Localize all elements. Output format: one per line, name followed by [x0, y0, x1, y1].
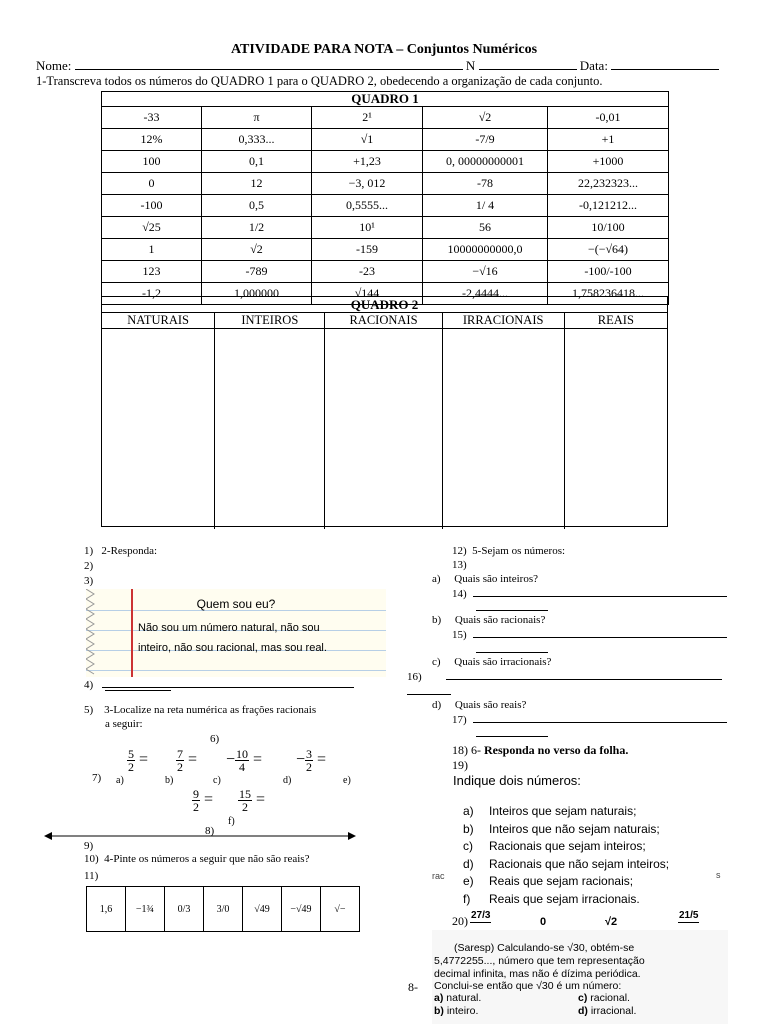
- item-9: 9): [84, 840, 94, 852]
- quadro-1-cell: -78: [423, 173, 548, 195]
- quadro-1-cell: π: [202, 107, 312, 129]
- indique-item: e) Reais que sejam racionais;: [463, 874, 634, 888]
- date-field[interactable]: [611, 58, 719, 70]
- quadro-1-cell: 1: [102, 239, 202, 261]
- frac-letter-a: a): [116, 775, 124, 786]
- quadro-1-cell: -33: [102, 107, 202, 129]
- question-3-line-1: 3-Localize na reta numérica as frações racionais: [104, 704, 317, 716]
- answer-line-17b[interactable]: [476, 736, 548, 737]
- saresp-option-a: a) natural.: [434, 992, 482, 1004]
- quadro-1-title: QUADRO 1: [102, 92, 669, 107]
- item-5: 5) 3-Localize na reta numérica as frações racionais: [84, 704, 317, 716]
- item-15: 15): [452, 628, 727, 641]
- quadro-1-row: [102, 195, 669, 217]
- quadro-1-cell: √2: [202, 239, 312, 261]
- quadro-1-cell: √25: [102, 217, 202, 239]
- quadro-2-answer-area: [102, 329, 667, 529]
- item-12: 12) 5-Sejam os números:: [452, 545, 566, 557]
- frac-letter-e: e): [343, 775, 351, 786]
- quadro-1-cell: +1: [548, 129, 669, 151]
- item-17: 17): [452, 713, 727, 726]
- q4-cell[interactable]: 3/0: [204, 887, 243, 932]
- item-18: 18) 6- Responda no verso da folha.: [452, 743, 629, 757]
- quadro-1-cell: √144: [312, 283, 423, 305]
- quadro-1-cell: -100: [102, 195, 202, 217]
- quadro-1-cell: -159: [312, 239, 423, 261]
- answer-cell-naturais[interactable]: [102, 329, 215, 529]
- question-5-label: 5-Sejam os números:: [472, 545, 566, 557]
- quadro-1-cell: 10¹: [312, 217, 423, 239]
- item-4: 4): [84, 678, 354, 691]
- quadro-1-cell: -1,2: [102, 283, 202, 305]
- q4-cell[interactable]: −√49: [282, 887, 321, 932]
- instruction-1: 1-Transcreva todos os números do QUADRO 1 para o QUADRO 2, obedecendo a organização de cada conjunto.: [36, 74, 603, 88]
- number-label: N: [465, 58, 476, 73]
- quadro-1-cell: -2,4444...: [423, 283, 548, 305]
- item-2: 2): [84, 560, 94, 572]
- answer-line-4b[interactable]: [105, 690, 171, 691]
- frac-letter-d: d): [283, 775, 292, 786]
- quadro-1-cell: 0,1: [202, 151, 312, 173]
- name-field[interactable]: [75, 58, 463, 70]
- saresp-option-c: c) racional.: [578, 992, 630, 1004]
- quadro-1-row: [102, 217, 669, 239]
- answer-line-14b[interactable]: [476, 610, 548, 611]
- q5-a: a) Quais são inteiros?: [432, 573, 538, 585]
- item-6: 6): [210, 733, 220, 745]
- item-13: 13): [452, 559, 467, 571]
- q20-values: 27/3 0 √2 21/5: [471, 910, 699, 928]
- quadro-1-cell: +1000: [548, 151, 669, 173]
- indique-heading: Indique dois números:: [453, 773, 581, 788]
- quadro-1-table: [101, 91, 669, 305]
- quadro-1-row: [102, 107, 669, 129]
- saresp-question: (Saresp) Calculando-se √30, obtém-se 5,4772255..., número que tem representação decimal infinita, mas não é dízima periódica. Conclui-se então que √30 é um número: a) natural. c) racional. b) inteiro. d) irracional.: [432, 930, 728, 1024]
- item-1: 1) 2-Responda:: [84, 545, 158, 557]
- q4-cell[interactable]: 1,6: [87, 887, 126, 932]
- quadro-1-cell: 0, 00000000001: [423, 151, 548, 173]
- card-title: Quem sou eu?: [196, 597, 276, 611]
- question-4-label: 4-Pinte os números a seguir que não são reais?: [104, 853, 310, 865]
- indique-item: c) Racionais que sejam inteiros;: [463, 839, 646, 853]
- q5-b: b) Quais são racionais?: [432, 614, 546, 626]
- question-2-label: 2-Responda:: [101, 545, 158, 557]
- fraction-a: $\frac{5}{2}$ =: [128, 747, 149, 774]
- worksheet-title: ATIVIDADE PARA NOTA – Conjuntos Numéricos: [230, 42, 538, 57]
- frac-letter-b: b): [165, 775, 174, 786]
- quadro-1-cell: 100: [102, 151, 202, 173]
- item-8: 8): [205, 825, 215, 837]
- quadro-1-cell: 1/ 4: [423, 195, 548, 217]
- saresp-option-b: b) inteiro.: [434, 1005, 479, 1017]
- item-3: 3): [84, 575, 94, 587]
- answer-line-16b[interactable]: [407, 694, 451, 695]
- answer-line-17[interactable]: [473, 713, 727, 723]
- quem-sou-eu-card: [86, 589, 386, 677]
- answer-cell-reais[interactable]: [565, 329, 667, 529]
- quadro-1-cell: 0: [102, 173, 202, 195]
- q5-c: c) Quais são irracionais?: [432, 656, 552, 668]
- answer-cell-inteiros[interactable]: [215, 329, 325, 529]
- student-info-line: [36, 58, 736, 74]
- q4-cell[interactable]: √−: [321, 887, 360, 932]
- answer-cell-irracionais[interactable]: [443, 329, 565, 529]
- indique-list: [463, 803, 669, 908]
- partial-s: s: [716, 870, 721, 880]
- fraction-d: − $\frac{3}{2}$ =: [296, 747, 327, 774]
- quadro-1-cell: 123: [102, 261, 202, 283]
- question-6-instruction: Responda no verso da folha.: [484, 743, 629, 757]
- quadro-1-cell: 0,333...: [202, 129, 312, 151]
- quadro-1-cell: 0,5555...: [312, 195, 423, 217]
- quadro-1-cell: √1: [312, 129, 423, 151]
- quadro-1-cell: 22,232323...: [548, 173, 669, 195]
- q5-d: d) Quais são reais?: [432, 699, 527, 711]
- quadro-1-row: [102, 129, 669, 151]
- fraction-b: $\frac{7}{2}$ =: [177, 747, 198, 774]
- quadro-1-cell: −3, 012: [312, 173, 423, 195]
- answer-line-16[interactable]: [446, 670, 722, 680]
- quadro-1-cell: -7/9: [423, 129, 548, 151]
- quadro-1-row: [102, 173, 669, 195]
- quadro-1-cell: -23: [312, 261, 423, 283]
- quadro-1-row: [102, 261, 669, 283]
- quadro-1-cell: √2: [423, 107, 548, 129]
- item-10: 10) 4-Pinte os números a seguir que não são reais?: [84, 853, 310, 865]
- question-4-table: [86, 886, 360, 932]
- card-line-1: Não sou um número natural, não sou: [138, 622, 320, 634]
- quadro-2-title: QUADRO 2: [102, 297, 667, 313]
- card-line-2: inteiro, não sou racional, mas sou real.: [138, 642, 327, 654]
- quadro-1-cell: 1,758236418...: [548, 283, 669, 305]
- col-naturais: NATURAIS: [102, 313, 215, 328]
- item-11: 11): [84, 870, 99, 882]
- item-20: 20): [452, 914, 468, 928]
- q4-cell[interactable]: 0/3: [165, 887, 204, 932]
- item-16: 16): [407, 670, 722, 683]
- quadro-1-row: [102, 151, 669, 173]
- fraction-f: $\frac{15}{2}$ =: [239, 787, 266, 814]
- partial-text: rac: [432, 871, 445, 881]
- frac-letter-f: f): [228, 816, 235, 827]
- quadro-1-cell: -100/-100: [548, 261, 669, 283]
- fraction-e: $\frac{9}{2}$ =: [193, 787, 214, 814]
- answer-line-15b[interactable]: [476, 652, 548, 653]
- q4-cell[interactable]: √49: [243, 887, 282, 932]
- col-racionais: RACIONAIS: [325, 313, 442, 328]
- quadro-1-cell: −√16: [423, 261, 548, 283]
- quadro-1-cell: +1,23: [312, 151, 423, 173]
- fraction-c: − $\frac{10}{4}$ =: [226, 747, 263, 774]
- col-irracionais: IRRACIONAIS: [443, 313, 565, 328]
- number-field[interactable]: [479, 58, 577, 70]
- item-7: 7): [92, 772, 102, 784]
- indique-item: b) Inteiros que não sejam naturais;: [463, 821, 660, 836]
- quadro-1-cell: 12: [202, 173, 312, 195]
- indique-item: a) Inteiros que sejam naturais;: [463, 804, 637, 818]
- quadro-1-cell: -789: [202, 261, 312, 283]
- answer-line-14[interactable]: [473, 587, 727, 597]
- quadro-1-row: [102, 239, 669, 261]
- item-8-dash: 8-: [408, 980, 418, 994]
- answer-line-4[interactable]: [102, 678, 354, 688]
- question-3-line-2: a seguir:: [105, 718, 143, 730]
- q4-cell[interactable]: −1¾: [126, 887, 165, 932]
- indique-item: f) Reais que sejam irracionais.: [463, 891, 640, 906]
- col-reais: REAIS: [597, 313, 634, 327]
- quadro-1-cell: 12%: [102, 129, 202, 151]
- answer-line-15[interactable]: [473, 628, 727, 638]
- quadro-1-cell: -0,121212...: [548, 195, 669, 217]
- col-inteiros: INTEIROS: [215, 313, 325, 328]
- answer-cell-racionais[interactable]: [325, 329, 442, 529]
- name-label: Nome:: [36, 58, 72, 73]
- quadro-1-cell: -0,01: [548, 107, 669, 129]
- frac-letter-c: c): [213, 775, 221, 786]
- item-19: 19): [452, 758, 468, 772]
- quadro-1-cell: 0,5: [202, 195, 312, 217]
- quadro-1-cell: 56: [423, 217, 548, 239]
- date-label: Data:: [579, 58, 608, 73]
- saresp-option-d: d) irracional.: [578, 1005, 637, 1017]
- quadro-2-header-row: [102, 313, 667, 329]
- quadro-1-cell: 10/100: [548, 217, 669, 239]
- item-14: 14): [452, 587, 727, 600]
- quadro-1-cell: 2¹: [312, 107, 423, 129]
- quadro-1-cell: 1,000000: [202, 283, 312, 305]
- quadro-1-cell: −(−√64): [548, 239, 669, 261]
- quadro-2-table: [101, 296, 668, 527]
- quadro-1-cell: 10000000000,0: [423, 239, 548, 261]
- indique-item: d) Racionais que não sejam inteiros;: [463, 856, 670, 871]
- quadro-1-cell: 1/2: [202, 217, 312, 239]
